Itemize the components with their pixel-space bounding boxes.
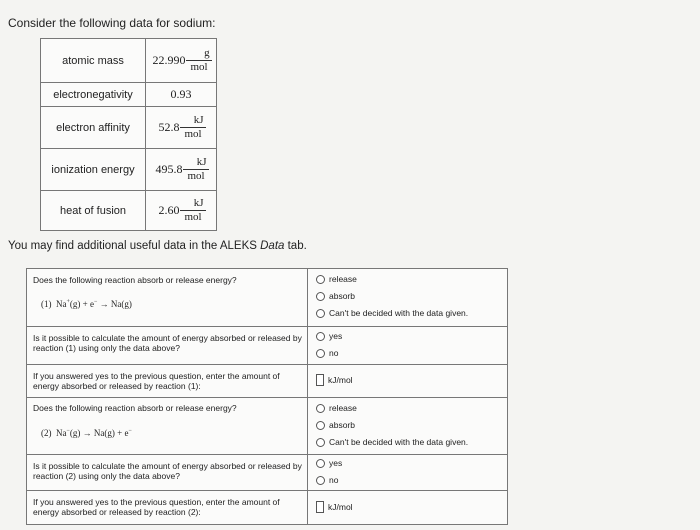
table-row bbox=[41, 83, 217, 107]
unit-label: kJ/mol bbox=[328, 375, 353, 385]
q2-cant-decide-option[interactable]: Can't be decided with the data given. bbox=[316, 437, 468, 447]
table-row bbox=[41, 191, 217, 231]
unit-numerator: g bbox=[186, 47, 211, 61]
row-label: electronegativity bbox=[41, 83, 146, 107]
intro-text: Consider the following data for sodium: bbox=[8, 16, 216, 30]
row-value: 0.93 bbox=[170, 87, 192, 101]
q1-no-option[interactable]: no bbox=[316, 348, 338, 358]
q1-absorb-release-row bbox=[27, 269, 307, 327]
q1-amount-question: If you answered yes to the previous question, enter the amount of energy absorbed or released by reaction (1): bbox=[33, 371, 280, 391]
table-row bbox=[41, 149, 217, 191]
row-label: atomic mass bbox=[41, 39, 146, 83]
radio-button[interactable] bbox=[316, 421, 325, 430]
unit-denominator: mol bbox=[184, 128, 202, 140]
row-value: 52.8 bbox=[158, 120, 180, 134]
q1-cant-decide-option[interactable]: Can't be decided with the data given. bbox=[316, 308, 468, 318]
aleks-note: You may find additional useful data in the ALEKS Data tab. bbox=[8, 240, 307, 252]
unit-numerator: kJ bbox=[180, 114, 205, 128]
radio-button[interactable] bbox=[316, 438, 325, 447]
answers-column bbox=[308, 269, 507, 524]
q1-absorb-option[interactable]: absorb bbox=[316, 291, 355, 301]
q1-question: Does the following reaction absorb or release energy? bbox=[33, 275, 237, 285]
q2-amount-question: If you answered yes to the previous question, enter the amount of energy absorbed or released by reaction (2): bbox=[33, 497, 280, 517]
q1-possible-row bbox=[27, 327, 307, 365]
unit-label: kJ/mol bbox=[328, 502, 353, 512]
questions-table bbox=[26, 268, 508, 525]
q1-possible-question: Is it possible to calculate the amount of energy absorbed or released by reaction (1) using only the data above? bbox=[33, 333, 302, 353]
data-tab-link: Data bbox=[260, 240, 285, 252]
q2-reaction: (2) Na−(g) → Na(g) + e− bbox=[41, 428, 132, 438]
row-value: 22.990 bbox=[152, 53, 186, 67]
q1-yes-option[interactable]: yes bbox=[316, 331, 342, 341]
row-value: 495.8 bbox=[155, 162, 183, 176]
q2-absorb-release-row bbox=[27, 398, 307, 455]
row-label: electron affinity bbox=[41, 107, 146, 149]
q2-yes-option[interactable]: yes bbox=[316, 458, 342, 468]
q1-amount-row bbox=[27, 365, 307, 398]
questions-column bbox=[27, 269, 308, 524]
radio-button[interactable] bbox=[316, 275, 325, 284]
q2-absorb-option[interactable]: absorb bbox=[316, 420, 355, 430]
radio-button[interactable] bbox=[316, 404, 325, 413]
q2-energy-input[interactable] bbox=[316, 501, 353, 513]
q2-release-option[interactable]: release bbox=[316, 403, 357, 413]
unit-denominator: mol bbox=[190, 61, 208, 73]
radio-button[interactable] bbox=[316, 309, 325, 318]
q1-release-option[interactable]: release bbox=[316, 274, 357, 284]
energy-input-box[interactable] bbox=[316, 501, 324, 513]
row-label: ionization energy bbox=[41, 149, 146, 191]
radio-button[interactable] bbox=[316, 349, 325, 358]
unit-numerator: kJ bbox=[183, 156, 208, 170]
energy-input-box[interactable] bbox=[316, 374, 324, 386]
radio-button[interactable] bbox=[316, 292, 325, 301]
sodium-data-table bbox=[40, 38, 217, 231]
radio-button[interactable] bbox=[316, 459, 325, 468]
row-value: 2.60 bbox=[158, 203, 180, 217]
table-row bbox=[41, 107, 217, 149]
unit-numerator: kJ bbox=[180, 197, 205, 211]
q2-possible-question: Is it possible to calculate the amount of energy absorbed or released by reaction (2) using only the data above? bbox=[33, 461, 302, 481]
q2-question: Does the following reaction absorb or release energy? bbox=[33, 403, 237, 413]
q2-no-option[interactable]: no bbox=[316, 475, 338, 485]
radio-button[interactable] bbox=[316, 332, 325, 341]
radio-button[interactable] bbox=[316, 476, 325, 485]
q2-possible-row bbox=[27, 455, 307, 491]
q1-reaction: (1) Na+(g) + e− → Na(g) bbox=[41, 299, 132, 309]
unit-denominator: mol bbox=[187, 170, 205, 182]
q2-amount-row bbox=[27, 491, 307, 524]
q1-energy-input[interactable] bbox=[316, 374, 353, 386]
table-row bbox=[41, 39, 217, 83]
unit-denominator: mol bbox=[184, 211, 202, 223]
row-label: heat of fusion bbox=[41, 191, 146, 231]
